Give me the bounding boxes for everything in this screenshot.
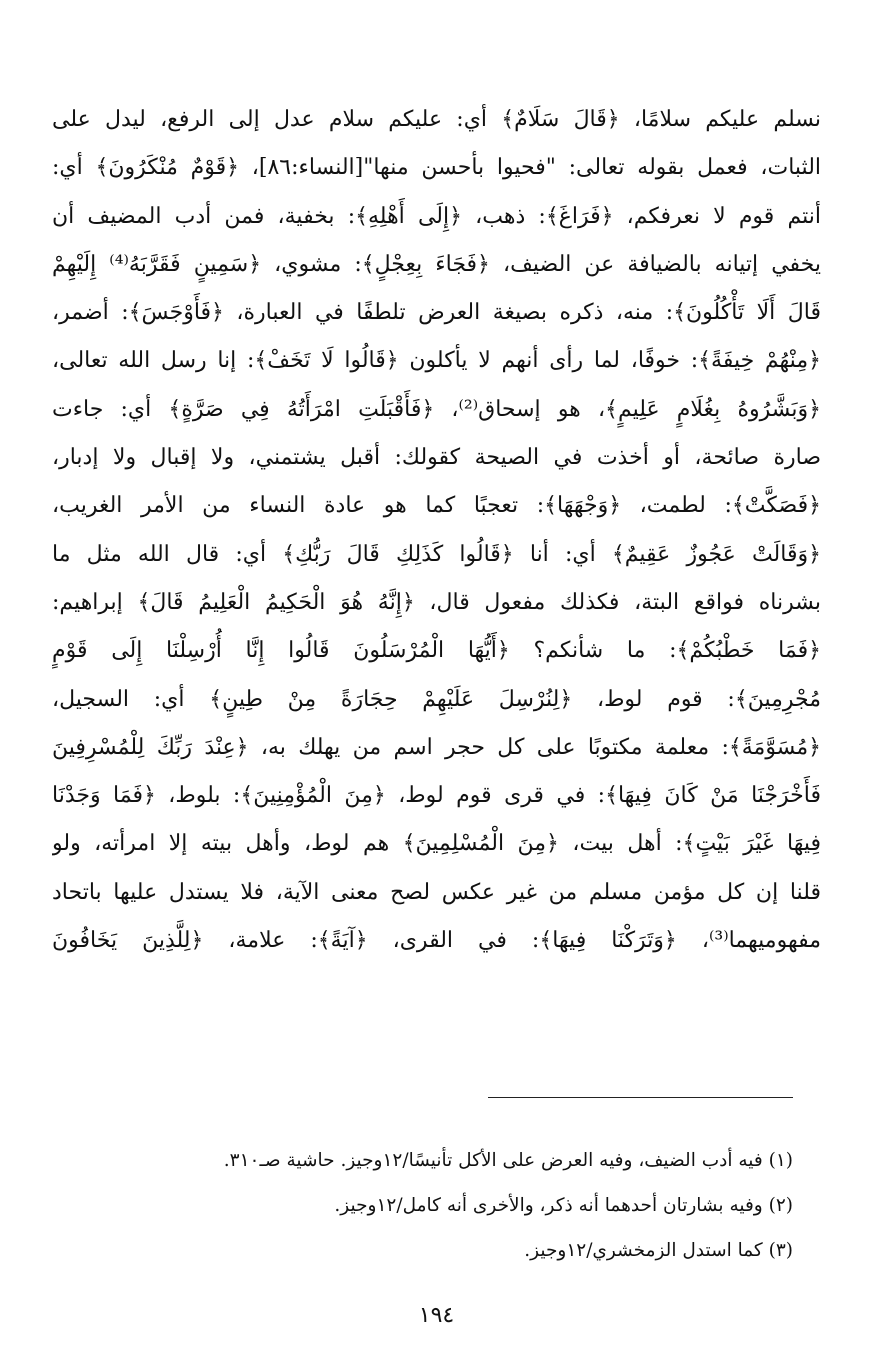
text-line-3: أنتم قوم لا نعرفكم، ﴿فَرَاغَ﴾: ذهب، ﴿إِلَى أَهْلِهِ﴾: بخفية، فمن أدب المضيف أن — [52, 203, 821, 229]
text-line-17: قلنا إن كل مؤمن مسلم من غير عكس لصح معنى الآية، فلا يستدل عليها باتحاد — [52, 879, 821, 905]
text-line-11: بشرناه فواقع البتة، فكذلك مفعول قال، ﴿إِنَّهُ هُوَ الْحَكِيمُ الْعَلِيمُ قَالَ﴾ إبراهيم: — [52, 589, 821, 615]
text-line-16: فِيهَا غَيْرَ بَيْتٍ﴾: أهل بيت، ﴿مِنَ الْمُسْلِمِينَ﴾ هم لوط، وأهل بيته إلا امرأته، ولو — [52, 831, 821, 857]
text-line-4: يخفي إتيانه بالضيافة عن الضيف، ﴿فَجَاءَ بِعِجْلٍ﴾: مشوي، ﴿سَمِينٍ فَقَرَّبَهُ⁽⁴⁾ إِلَيْهِمْ — [52, 251, 821, 277]
text-line-2: الثبات، فعمل بقوله تعالى: "فحيوا بأحسن منها"[النساء:٨٦]، ﴿قَوْمٌ مُنْكَرُونَ﴾ أي: — [52, 155, 821, 181]
text-line-15: فَأَخْرَجْنَا مَنْ كَانَ فِيهَا﴾: في قرى قوم لوط، ﴿مِنَ الْمُؤْمِنِينَ﴾: بلوط، ﴿فَمَا وَجَدْنَا — [52, 783, 821, 809]
main-text — [52, 96, 821, 965]
text-line-1: نسلم عليكم سلامًا، ﴿قَالَ سَلَامٌ﴾ أي: عليكم سلام عدل إلى الرفع، ليدل على — [52, 107, 821, 132]
text-line-7: ﴿وَبَشَّرُوهُ بِغُلَامٍ عَلِيمٍ﴾، هو إسحاق⁽²⁾، ﴿فَأَقْبَلَتِ امْرَأَتُهُ فِي صَرَّةٍ﴾ أي: جاءت — [52, 396, 821, 422]
text-line-14: ﴿مُسَوَّمَةً﴾: معلمة مكتوبًا على كل حجر اسم من يهلك به، ﴿عِنْدَ رَبِّكَ لِلْمُسْرِفِينَ — [52, 734, 821, 760]
text-line-6: ﴿مِنْهُمْ خِيفَةً﴾: خوفًا، لما رأى أنهم لا يأكلون ﴿قَالُوا لَا تَخَفْ﴾: إنا رسل الله تعالى، — [52, 348, 821, 374]
text-line-13: مُجْرِمِينَ﴾: قوم لوط، ﴿لِنُرْسِلَ عَلَيْهِمْ حِجَارَةً مِنْ طِينٍ﴾ أي: السجيل، — [52, 686, 821, 712]
text-line-5: قَالَ أَلَا تَأْكُلُونَ﴾: منه، ذكره بصيغة العرض تلطفًا في العبارة، ﴿فَأَوْجَسَ﴾: أضمر، — [52, 300, 821, 326]
text-line-9: ﴿فَصَكَّتْ﴾: لطمت، ﴿وَجْهَهَا﴾: تعجبًا كما هو عادة النساء من الأمر الغريب، — [52, 493, 821, 519]
footnotes — [60, 1138, 793, 1273]
footnote-2: (٢) وفيه بشارتان أحدهما أنه ذكر، والأخرى أنه كامل/١٢وجيز. — [334, 1195, 793, 1216]
footnote-separator — [488, 1097, 793, 1098]
text-line-18: مفهوميهما⁽³⁾، ﴿وَتَرَكْنَا فِيهَا﴾: في القرى، ﴿آيَةً﴾: علامة، ﴿لِلَّذِينَ يَخَافُونَ — [52, 928, 821, 954]
footnote-3: (٣) كما استدل الزمخشري/١٢وجيز. — [524, 1240, 793, 1261]
text-line-12: ﴿فَمَا خَطْبُكُمْ﴾: ما شأنكم؟ ﴿أَيُّهَا الْمُرْسَلُونَ قَالُوا إِنَّا أُرْسِلْنَا إِلَى قَوْمٍ — [52, 638, 821, 664]
page-number: ١٩٤ — [418, 1303, 455, 1328]
text-line-10: ﴿وَقَالَتْ عَجُوزٌ عَقِيمٌ﴾ أي: أنا ﴿قَالُوا كَذَلِكِ قَالَ رَبُّكِ﴾ أي: قال الله مثل ما — [52, 541, 821, 567]
text-line-8: صارة صائحة، أو أخذت في الصيحة كقولك: أقبل يشتمني، ولا إقبال ولا إدبار، — [52, 445, 821, 471]
footnote-1: (١) فيه أدب الضيف، وفيه العرض على الأكل تأنيسًا/١٢وجيز. حاشية صـ٣١٠. — [223, 1150, 793, 1171]
